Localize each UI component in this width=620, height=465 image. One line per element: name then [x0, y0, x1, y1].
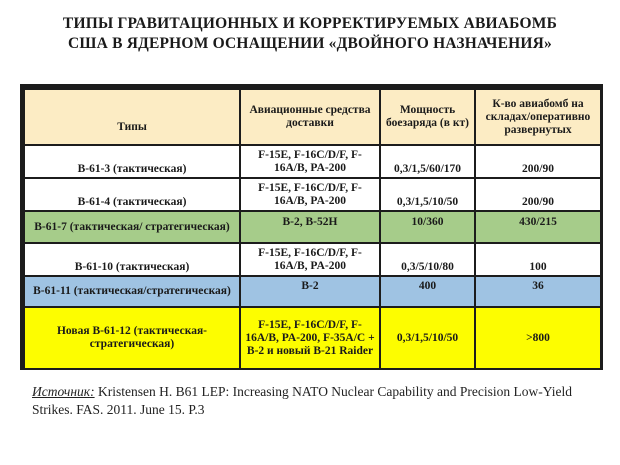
cell-count: 36	[475, 276, 601, 307]
cell-yield: 0,3/1,5/60/170	[380, 145, 475, 178]
cell-yield: 0,3/5/10/80	[380, 243, 475, 276]
cell-delivery: В-2, В-52Н	[240, 211, 380, 243]
title-line-2: США В ЯДЕРНОМ ОСНАЩЕНИИ «ДВОЙНОГО НАЗНАЧЕНИЯ»	[68, 35, 552, 52]
cell-type: В-61-7 (тактическая/ стратегическая)	[24, 211, 240, 243]
source-citation	[32, 383, 612, 419]
cell-type	[24, 307, 240, 369]
cell-count: 200/90	[475, 178, 601, 211]
cell-delivery: F-15E, F-16C/D/F, F-16A/B, PA-200	[240, 243, 380, 276]
cell-yield: 0,3/1,5/10/50	[380, 307, 475, 369]
table-row	[24, 211, 601, 243]
document-title	[0, 14, 620, 54]
cell-yield: 0,3/1,5/10/50	[380, 178, 475, 211]
header-delivery: Авиационные средства доставки	[240, 89, 380, 145]
cell-type: В-61-4 (тактическая)	[24, 178, 240, 211]
table-header-row	[24, 89, 601, 145]
cell-count: 200/90	[475, 145, 601, 178]
cell-type-text: Новая В-61-12 (тактическая-стратегическая)	[56, 325, 208, 350]
table-row	[24, 178, 601, 211]
cell-type: В-61-11 (тактическая/стратегическая)	[24, 276, 240, 307]
cell-yield: 10/360	[380, 211, 475, 243]
header-type: Типы	[24, 89, 240, 145]
source-text: Kristensen H. B61 LEP: Increasing NATO Nuclear Capability and Precision Low-Yield Strikes. FAS. 2011. June 15. P.3	[32, 384, 572, 417]
cell-count: 430/215	[475, 211, 601, 243]
cell-delivery: F-15E, F-16C/D/F, F-16A/B, PA-200	[240, 145, 380, 178]
source-label: Источник:	[32, 384, 95, 399]
cell-delivery: F-15E, F-16C/D/F, F-16A/B, PA-200	[240, 178, 380, 211]
cell-type: В-61-10 (тактическая)	[24, 243, 240, 276]
cell-type: В-61-3 (тактическая)	[24, 145, 240, 178]
table-row	[24, 243, 601, 276]
cell-delivery: F-15E, F-16C/D/F, F-16A/B, PA-200, F-35A/C + B-2 и новый B-21 Raider	[240, 307, 380, 369]
cell-count: >800	[475, 307, 601, 369]
title-line-1: ТИПЫ ГРАВИТАЦИОННЫХ И КОРРЕКТИРУЕМЫХ АВИАБОМБ	[62, 15, 558, 32]
table-row	[24, 276, 601, 307]
table-row	[24, 145, 601, 178]
table-row	[24, 307, 601, 369]
cell-count: 100	[475, 243, 601, 276]
header-count: К-во авиабомб на складах/оперативно развернутых	[475, 89, 601, 145]
cell-yield: 400	[380, 276, 475, 307]
cell-delivery: В-2	[240, 276, 380, 307]
header-yield: Мощность боезаряда (в кт)	[380, 89, 475, 145]
bomb-types-table	[20, 84, 603, 370]
